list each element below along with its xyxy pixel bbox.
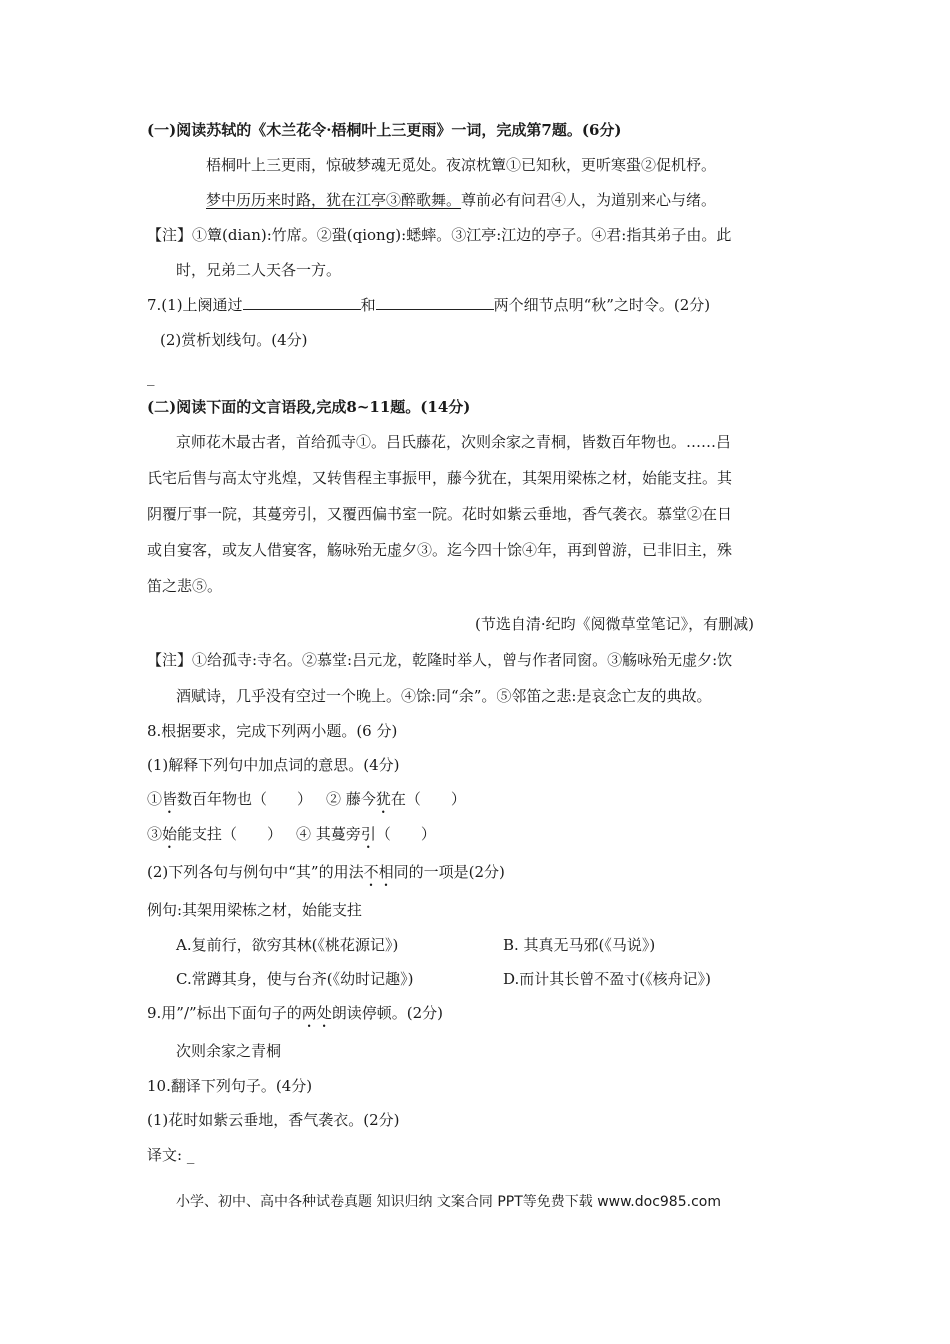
note-1-line-1: 【注】①簟(dian):竹席。②蛩(qiong):蟋蟀。③江亭:江边的亭子。④君:指其弟子由。此 [147,226,732,244]
item-3-post: 能支拄（ ） [177,825,283,843]
item-1-post: 数百年物也（ ） [177,790,313,808]
q7-text-b: 和 [360,296,376,314]
footer-download-note: 小学、初中、高中各种试卷真题 知识归纳 文案合同 PPT等免费下载 www.doc985.com [176,1194,721,1210]
q9-post: 朗读停顿。(2分) [331,1004,443,1022]
poem-line-2 [206,190,716,210]
q7-text-c: 两个细节点明“秋”之时令。(2分) [493,296,711,314]
question-8-title: 8.根据要求，完成下列两小题。(6 分) [147,722,398,740]
option-b[interactable]: B. 其真无马邪(《马说》) [503,936,656,954]
dotted-word: 始 [162,825,178,843]
section2-heading: (二)阅读下面的文言语段,完成8~11题。(14分) [147,398,471,416]
passage-line-3: 阴覆厅事一院，其蔓旁引，又覆西偏书室一院。花时如紫云垂地，香气袭衣。慕堂②在日 [147,505,733,523]
q7-text-a: 7.(1)上阕通过 [147,296,243,314]
section1-heading: (一)阅读苏轼的《木兰花令·梧桐叶上三更雨》一词，完成第7题。(6分) [147,121,622,139]
passage-line-1: 京师花木最古者，首给孤寺①。吕氏藤花，次则余家之青桐，皆数百年物也。……吕 [176,433,732,451]
answer-blank-1[interactable] [243,295,361,310]
question-10-sub-1: (1)花时如紫云垂地，香气袭衣。(2分) [147,1111,400,1129]
example-sentence: 例句:其架用梁栋之材，始能支拄 [147,901,363,919]
passage-line-4: 或自宴客，或友人借宴客，觞咏殆无虚夕③。迄今四十馀④年，再到曾游，已非旧主，殊 [147,541,733,559]
item-4-pre: ④ 其蔓旁 [296,825,361,843]
note-2-line-2: 酒赋诗，几乎没有空过一个晚上。④馀:同“余”。⑤邻笛之悲:是哀念亡友的典故。 [176,687,712,705]
question-8-items-row-1 [147,789,466,817]
dotted-word: 皆 [162,790,178,808]
question-7-part-2: (2)赏析划线句。(4分) [160,331,308,349]
dotted-word: 两处 [301,1004,332,1022]
poem-line-1: 梧桐叶上三更雨，惊破梦魂无觅处。夜凉枕簟①已知秋，更听寒蛩②促机杼。 [206,156,717,174]
option-a[interactable]: A.复前行，欲穷其林(《桃花源记》) [176,936,399,954]
sub-2-pre: (2)下列各句与例句中“其”的用法 [147,863,364,881]
item-2-pre: ② 藤今 [326,790,376,808]
dotted-word: 犹 [375,790,391,808]
question-9-sentence: 次则余家之青桐 [176,1042,282,1060]
answer-blank-2[interactable] [376,295,494,310]
question-8-sub-1: (1)解释下列句中加点词的意思。(4分) [147,756,400,774]
question-8-sub-2 [147,862,505,890]
option-c[interactable]: C.常蹲其身，使与台齐(《幼时记趣》) [176,970,414,988]
note-1-line-2: 时，兄弟二人天各一方。 [176,261,342,279]
poem-line-2-rest: 尊前必有问君④人，为道别来心与绪。 [461,191,717,209]
dotted-word: 引 [360,825,376,843]
question-9-title [147,1003,443,1031]
dotted-word: 不相 [363,863,394,881]
q9-pre: 9.用”/”标出下面句子的 [147,1004,302,1022]
option-d[interactable]: D.而计其长曾不盈寸(《核舟记》) [503,970,711,988]
item-2-post: 在（ ） [390,790,466,808]
passage-line-2: 氏宅后售与高太守兆煌，又转售程主事振甲，藤今犹在，其架用梁栋之材，始能支拄。其 [147,469,733,487]
item-1-pre: ① [147,790,163,808]
passage-line-5: 笛之悲⑤。 [147,577,223,595]
sub-2-post: 同的一项是(2分) [393,863,505,881]
question-7-part-1 [147,295,710,315]
passage-source: (节选自清·纪昀《阅微草堂笔记》，有删减) [475,615,754,633]
item-3-pre: ③ [147,825,163,843]
note-2-line-1: 【注】①给孤寺:寺名。②慕堂:吕元龙，乾隆时举人，曾与作者同窗。③觞咏殆无虚夕:饮 [147,651,733,669]
underlined-verse: 梦中历历来时路，犹在江亭③醉歌舞。 [206,191,462,209]
question-10-title: 10.翻译下列句子。(4分) [147,1077,313,1095]
question-8-items-row-2 [147,824,436,852]
translation-label: 译文: _ [147,1146,195,1164]
answer-mark: _ [147,368,155,386]
item-4-post: （ ） [375,825,436,843]
